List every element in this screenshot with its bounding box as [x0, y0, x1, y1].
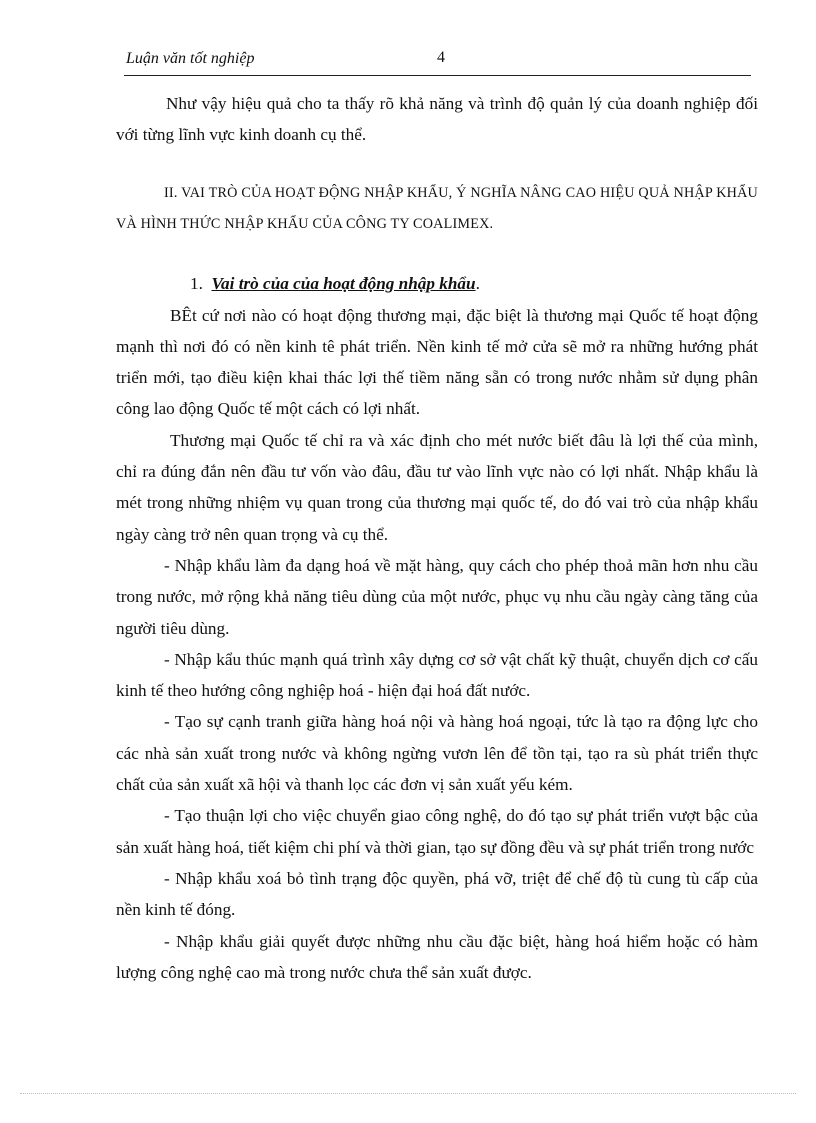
subsection-number: 1.	[190, 273, 203, 293]
subsection-title: Vai trò của của hoạt động nhập khẩu	[211, 273, 476, 293]
bullet-paragraph: - Nhập kẩu thúc mạnh quá trình xây dựng cơ sở vật chất kỹ thuật, chuyển dịch cơ cấu kinh tế theo hướng công nghiệp hoá - hiện đại hoá đất nước.	[116, 649, 758, 701]
body-paragraph: BÊt cứ nơi nào có hoạt động thương mại, đặc biệt là thương mại Quốc tế hoạt động mạnh thì nơi đó có nền kinh tê phát triển. Nền kinh tế mở cửa sẽ mở ra những hướng phát triển mới, tạo điều kiện khai thác lợi thế tiềm năng sẵn có trong nước nhằm sử dụng phân công lao động Quốc tế một cách có lợi nhất.	[116, 305, 758, 419]
page-number: 4	[437, 49, 445, 66]
intro-paragraph: Như vậy hiệu quả cho ta thấy rõ khả năng và trình độ quản lý của doanh nghiệp đối với từng lĩnh vực kinh doanh cụ thể.	[116, 94, 758, 145]
document-body	[116, 88, 758, 988]
header-divider	[124, 75, 751, 76]
header-title: Luận văn tốt nghiệp	[126, 50, 255, 67]
body-paragraph: Thương mại Quốc tế chỉ ra và xác định cho mét nước biết đâu là lợi thế của mình, chỉ ra đúng đắn nên đầu tư vốn vào đâu, đầu tư vào lĩnh vực nào có lợi nhất. Nhập khẩu là mét trong những nhiệm vụ quan trong của thương mại quốc tế, do đó vai trò của nhập khẩu ngày càng trở nên quan trọng và cụ thể.	[116, 430, 758, 544]
bullet-paragraph: - Tạo thuận lợi cho việc chuyển giao công nghệ, do đó tạo sự phát triển vượt bậc của sản xuất hàng hoá, tiết kiệm chi phí và thời gian, tạo sự đồng đều và sự phát triển trong nước	[116, 806, 758, 857]
bullet-paragraph: - Nhập khẩu làm đa dạng hoá về mặt hàng, quy cách cho phép thoả mãn hơn nhu cầu trong nước, mở rộng khả năng tiêu dùng của một nước, phục vụ nhu cầu ngày càng tăng của người tiêu dùng.	[116, 555, 758, 638]
bullet-paragraph: - Nhập khẩu giải quyết được những nhu cầu đặc biệt, hàng hoá hiểm hoặc có hàm lượng công nghệ cao mà trong nước chưa thể sản xuất được.	[116, 931, 758, 982]
bullet-paragraph: - Tạo sự cạnh tranh giữa hàng hoá nội và hàng hoá ngoại, tức là tạo ra động lực cho các nhà sản xuất trong nước và không ngừng vươn lên để tồn tại, tạo ra sù phát triển thực chất của sản xuất xã hội và thanh lọc các đơn vị sản xuất yếu kém.	[116, 712, 758, 795]
subsection-heading	[116, 268, 758, 300]
page-header	[124, 48, 751, 74]
bullet-paragraph: - Nhập khẩu xoá bỏ tình trạng độc quyền, phá vỡ, triệt để chế độ tù cung tù cấp của nền kinh tế đóng.	[116, 868, 758, 920]
footer-divider	[20, 1093, 796, 1094]
section-heading: II. VAI TRÒ CỦA HOẠT ĐỘNG NHẬP KHẨU, Ý NGHĨA NÂNG CAO HIỆU QUẢ NHẬP KHẨU VÀ HÌNH THỨC NHẬP KHẨU CỦA CÔNG TY COALIMEX.	[116, 184, 758, 232]
subsection-suffix: .	[475, 273, 480, 293]
